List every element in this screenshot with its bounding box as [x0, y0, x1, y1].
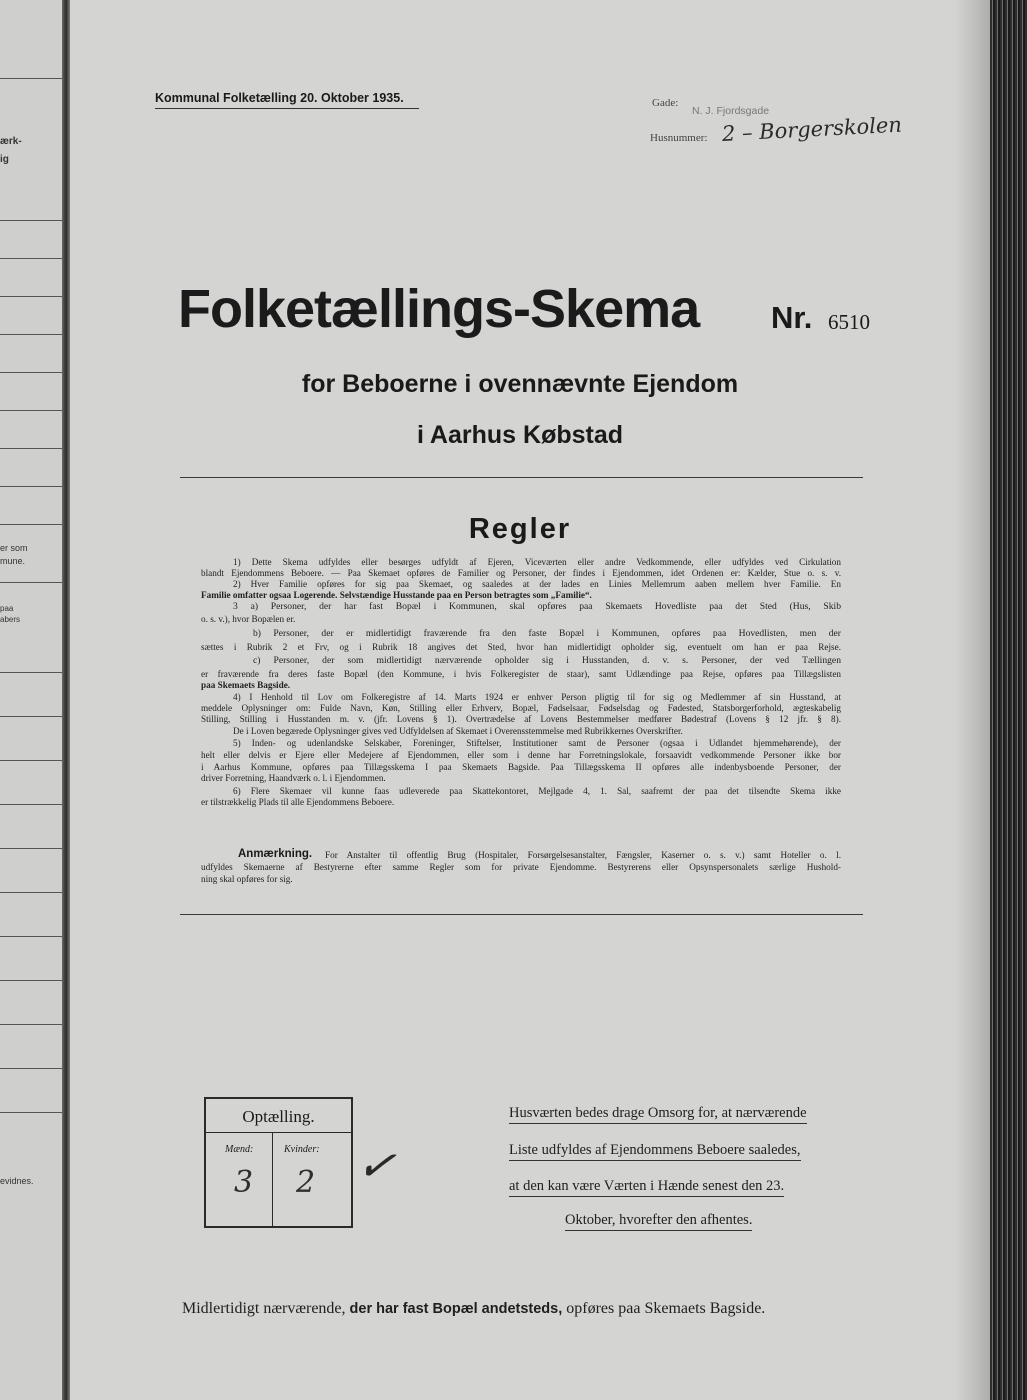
divider-line — [180, 914, 863, 915]
ruled-line — [0, 372, 62, 373]
ruled-line — [0, 1068, 62, 1069]
form-number-label: Nr. — [771, 300, 813, 335]
census-title: Kommunal Folketælling 20. Oktober 1935. — [155, 91, 404, 105]
left-page-text: mune. — [0, 556, 26, 566]
ruled-line — [0, 936, 62, 937]
census-title-underline — [155, 108, 419, 109]
rule-line: meddele Oplysninger om: Fulde Navn, Køn, Stilling eller Erhverv, Bopæl, Fødselsaar, Fødselsdag og Fødested, Statsborgerforhold, ægteskabelig — [201, 703, 841, 713]
rule-line: 2) Hver Familie opføres for sig paa Skemaet, og saaledes at der lades en Linies Mellemrum aaben mellem hver Familie. En — [233, 579, 841, 589]
ruled-line — [0, 296, 62, 297]
ruled-line — [0, 760, 62, 761]
left-page-strip — [0, 0, 62, 1400]
ruled-line — [0, 486, 62, 487]
rule-line: er fraværende fra deres faste Bopæl (den Kommune, i hvis Folkeregister de staar), samt Udlændinge paa Rejse, opføres paa Tillægslisten — [201, 669, 841, 679]
rule-line: 3 a) Personer, der har fast Bopæl i Kommunen, skal opføres paa Skemaets Hovedliste paa det Sted (Hus, Skib — [233, 602, 841, 612]
rule-line: 1) Dette Skema udfyldes eller besørges udfyldt af Ejeren, Viceværten eller andre Vedkommende, eller udfyldes ved Cirkulation — [233, 557, 841, 567]
rule-line: er tilstrækkelig Plads til alle Ejendommens Beboere. — [201, 797, 395, 807]
divider-line — [180, 477, 863, 478]
left-page-text: evidnes. — [0, 1176, 34, 1186]
street-value: N. J. Fjordsgade — [692, 105, 770, 117]
ruled-line — [0, 334, 62, 335]
form-subtitle-location: i Aarhus Købstad — [416, 421, 624, 449]
rule-line: o. s. v.), hvor Bopælen er. — [201, 614, 296, 624]
rule-line: b) Personer, der er midlertidigt fraværende fra den faste Bopæl i Kommunen, opføres paa Hovedlisten, men der — [253, 629, 841, 639]
landlord-note-line: Oktober, hvorefter den afhentes. — [565, 1212, 752, 1231]
left-page-text: er som — [0, 543, 28, 553]
landlord-note-line: Liste udfyldes af Ejendommens Beboere saaledes, — [509, 1142, 801, 1161]
footer-note — [182, 1300, 765, 1318]
rule-line: 4) I Henhold til Lov om Folkeregistre af 14. Marts 1924 er enhver Person pligtig til for sig og Medlemmer af sin Husstand, at — [233, 692, 841, 702]
ruled-line — [0, 672, 62, 673]
ruled-line — [0, 1024, 62, 1025]
ruled-line — [0, 78, 62, 79]
street-label: Gade: — [652, 97, 679, 109]
count-box — [204, 1097, 353, 1228]
ruled-line — [0, 1112, 62, 1113]
ruled-line — [0, 448, 62, 449]
rule-line: blandt Ejendommens Beboere. — Paa Skemaet opføres de Familier og Personer, der findes i Ejendommen, idet Ordenen er: Kælder, Stue o. s. v. — [201, 568, 841, 578]
page-edge-shadow — [955, 0, 990, 1400]
rule-line: 5) Inden- og udenlandske Selskaber, Foreninger, Stiftelser, Institutioner samt de Personer (ogsaa i Udlandet hjemmehørende), der — [233, 738, 841, 748]
housenumber-label: Husnummer: — [650, 132, 708, 144]
rules-heading: Regler — [468, 513, 572, 545]
men-count: 3 — [234, 1165, 254, 1200]
rule-line: 6) Flere Skemaer vil kunne faas udleverede paa Skattekontoret, Mejlgade 4, 1. Sal, saafremt der paa det tilsendte Skema ikke — [233, 786, 841, 796]
remark-line: For Anstalter til offentlig Brug (Hospitaler, Forsørgelsesanstalter, Fængsler, Kaserner o. s. v.) samt Hoteller o. l. — [325, 850, 841, 860]
count-box-divider — [272, 1132, 273, 1226]
rule-line: sættes i Rubrik 2 et Frv, og i Rubrik 18 angives det Sted, hvor han midlertidigt opholder sig, eventuelt om han er paa Rejse. — [201, 642, 841, 652]
footer-text-bold: der har fast Bopæl andetsteds, — [349, 1301, 563, 1317]
men-label: Mænd: — [225, 1144, 254, 1155]
ruled-line — [0, 524, 62, 525]
ruled-line — [0, 716, 62, 717]
women-count: 2 — [296, 1165, 316, 1200]
book-gutter — [62, 0, 70, 1400]
women-label: Kvinder: — [284, 1144, 320, 1155]
footer-text: Midlertidigt nærværende, — [182, 1300, 346, 1317]
remark-line: udfyldes Skemaerne af Bestyrerne efter samme Regler som for private Ejendomme. Bestyrerens eller Opsynspersonalets særlige Hushold- — [201, 862, 841, 872]
rule-line: i Aarhus Kommune, opføres paa Tillægsskema I paa Skemaets Bagside. Paa Tillægsskema II opføres alle indenbysboende Personer, der — [201, 762, 841, 772]
ruled-line — [0, 804, 62, 805]
rule-line: Familie omfatter ogsaa Logerende. Selvstændige Husstande paa en Person betragtes som „Familie“. — [201, 590, 592, 600]
form-number-value: 6510 — [828, 310, 870, 334]
landlord-note-line: at den kan være Værten i Hænde senest den 23. — [509, 1178, 784, 1197]
ruled-line — [0, 892, 62, 893]
form-title: Folketællings-Skema — [178, 279, 700, 339]
ruled-line — [0, 220, 62, 221]
rule-line: c) Personer, der som midlertidigt nærværende opholder sig i Husstanden, d. v. s. Personer, der ved Tællingen — [253, 656, 841, 666]
footer-text: opføres paa Skemaets Bagside. — [566, 1300, 766, 1317]
rule-line: helt eller delvis er Ejere eller Medejere af Ejendommen, eller som i denne har Forretningslokale, forsaavidt vedkommende Personer ikke bor — [201, 750, 841, 760]
count-box-title: Optælling. — [242, 1107, 315, 1126]
landlord-note-line: Husværten bedes drage Omsorg for, at nærværende — [509, 1105, 807, 1124]
ruled-line — [0, 410, 62, 411]
rule-line: Stilling, Stilling i Husstanden m. v. (jfr. Lovens § 1). Overtrædelse af Lovens Bestemmelser medfører Bødestraf (Lovens § 12 jfr. § 8). — [201, 714, 841, 724]
remark-line: ning skal opføres for sig. — [201, 874, 293, 884]
left-page-text: ærk- — [0, 136, 22, 147]
ruled-line — [0, 258, 62, 259]
ruled-line — [0, 980, 62, 981]
rule-line: De i Loven begærede Oplysninger gives ved Udfyldelsen af Skemaet i Overensstemmelse med Rubrikkernes Overskrifter. — [233, 726, 683, 736]
left-page-text: abers — [0, 615, 21, 624]
form-subtitle: for Beboerne i ovennævnte Ejendom — [301, 370, 739, 398]
ruled-line — [0, 848, 62, 849]
remark-label: Anmærkning. — [238, 848, 313, 860]
left-page-text: ig — [0, 154, 9, 165]
housenumber-value: 2 – Borgerskolen — [721, 112, 903, 146]
ruled-line — [0, 582, 62, 583]
stacked-page-edges — [990, 0, 1027, 1400]
count-box-divider — [206, 1132, 351, 1133]
check-mark: ✓ — [353, 1135, 400, 1195]
rule-line: driver Forretning, Haandværk o. l. i Ejendommen. — [201, 773, 386, 783]
rule-line: paa Skemaets Bagside. — [201, 680, 291, 690]
left-page-text: paa — [0, 604, 14, 613]
